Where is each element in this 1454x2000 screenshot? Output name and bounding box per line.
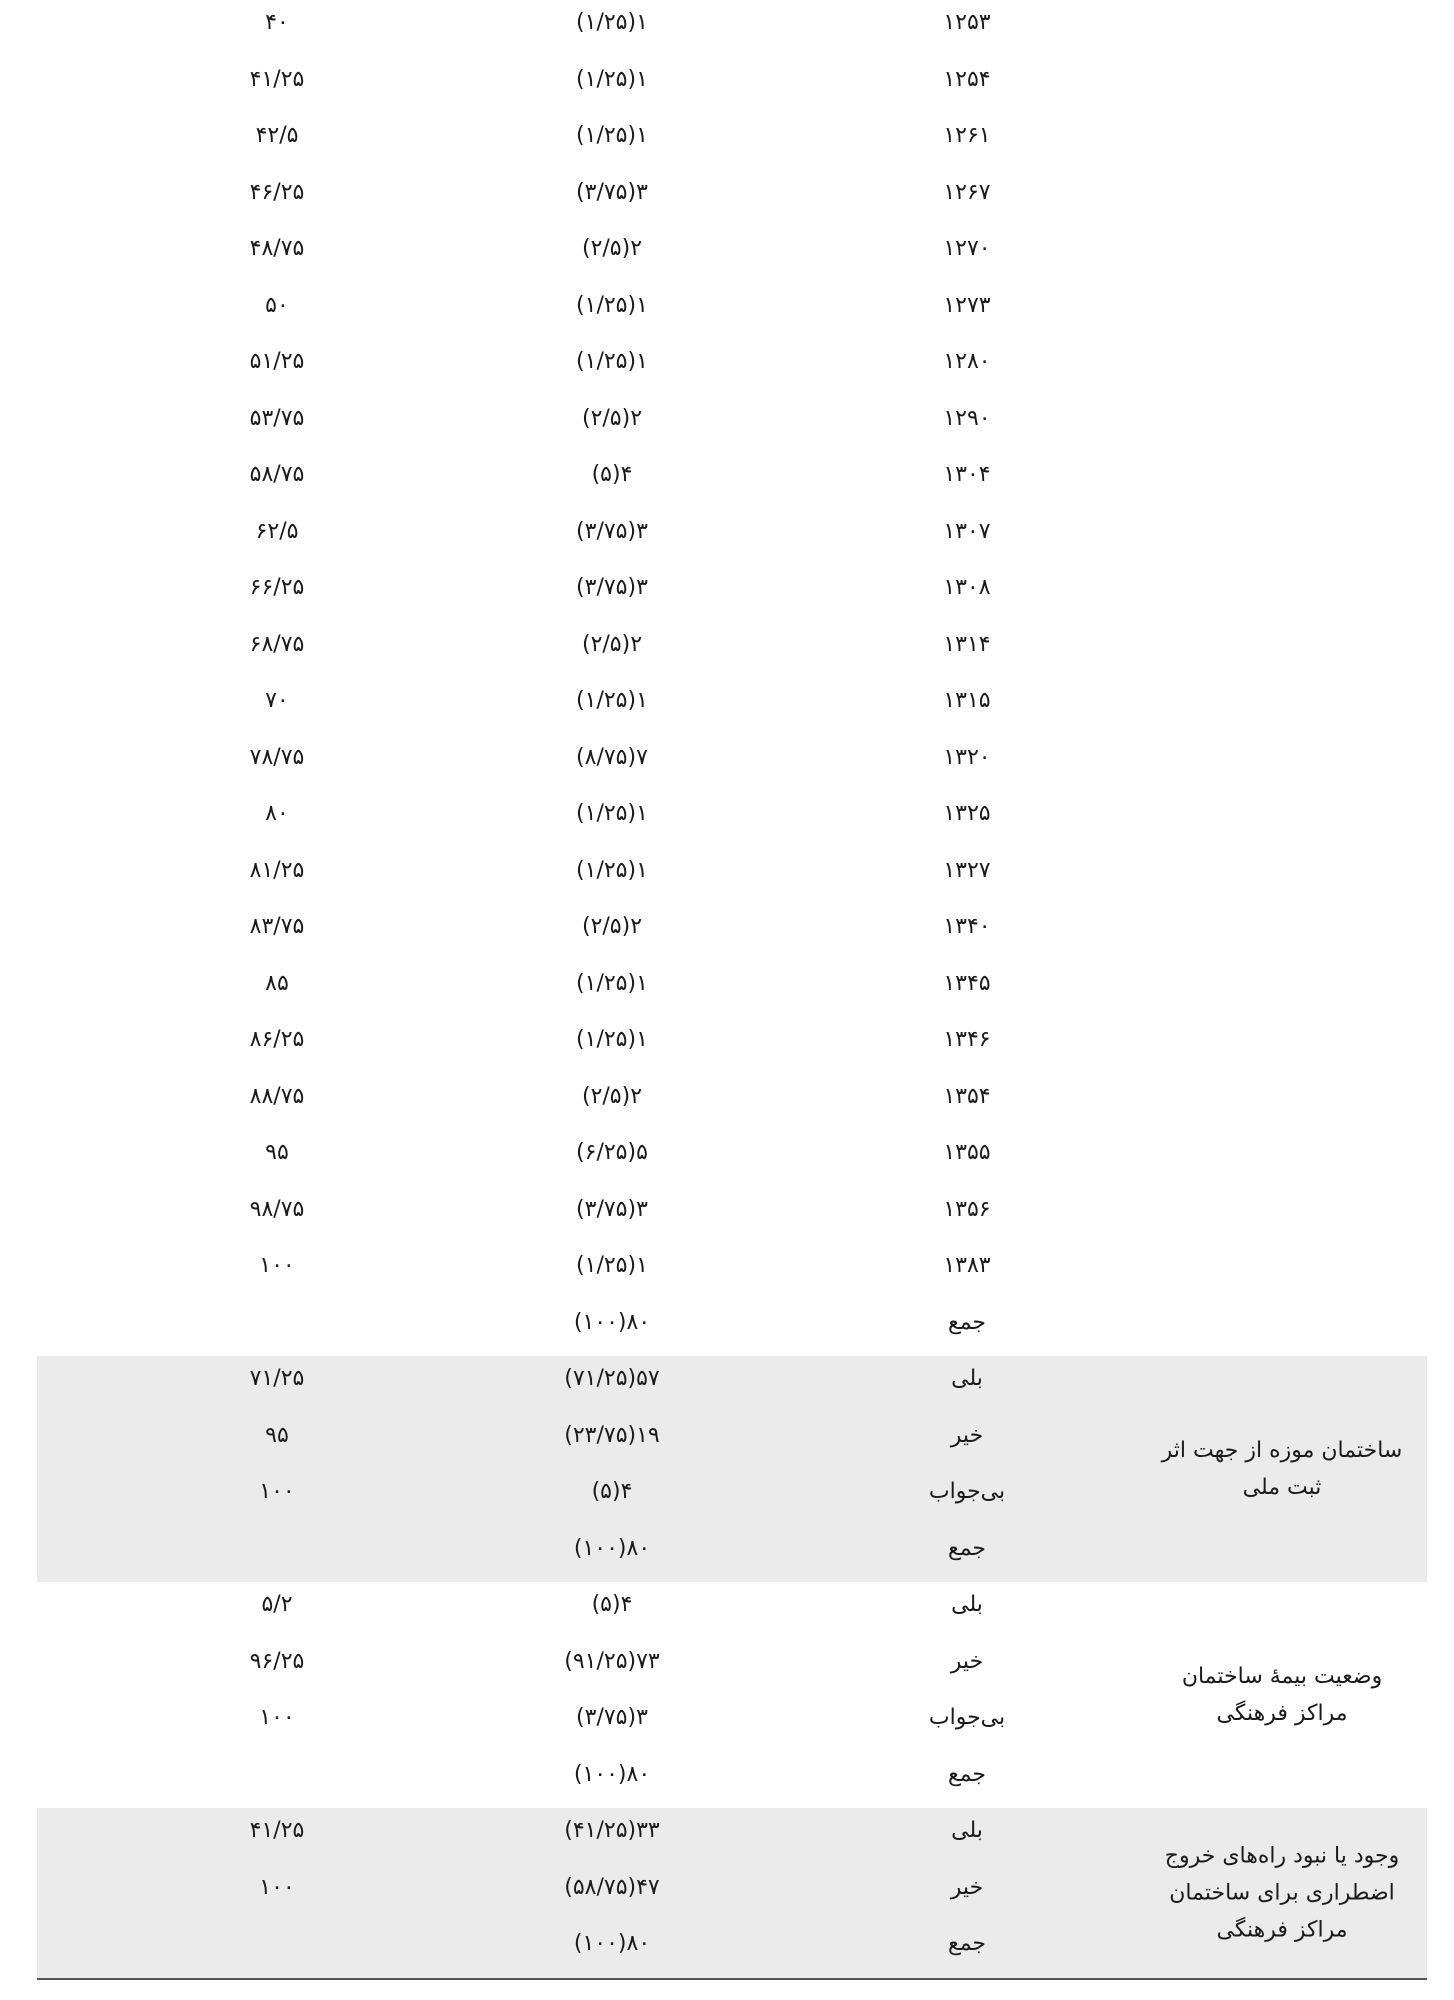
table-row xyxy=(37,113,1427,170)
table-row xyxy=(37,1752,1427,1809)
cumulative-percent-cell: ۸۱/۲۵ xyxy=(249,857,305,883)
frequency-cell: ۴(۵) xyxy=(591,462,633,487)
category-cell: ۱۳۸۳ xyxy=(943,1253,991,1278)
table-row xyxy=(37,1413,1427,1470)
category-cell: بلی xyxy=(951,1592,983,1617)
cumulative-percent-cell: ۸۵ xyxy=(265,970,289,996)
cumulative-percent-cell: ۸۳/۷۵ xyxy=(249,914,305,939)
frequency-cell: ۳(۳/۷۵) xyxy=(576,179,648,205)
table-row xyxy=(37,1017,1427,1074)
table-row xyxy=(37,283,1427,340)
category-cell: ۱۳۲۰ xyxy=(943,744,991,770)
table-section-construction-year xyxy=(37,0,1427,1356)
category-cell: جمع xyxy=(947,1309,987,1335)
frequency-cell: ۸۰(۱۰۰) xyxy=(573,1309,651,1335)
category-cell: ۱۳۲۷ xyxy=(943,857,991,883)
category-cell: بی‌جواب xyxy=(928,1479,1006,1504)
frequency-cell: ۴(۵) xyxy=(591,1592,633,1617)
category-cell: ۱۲۸۰ xyxy=(943,349,991,374)
category-cell: خیر xyxy=(950,1648,984,1674)
table-row xyxy=(37,0,1427,57)
category-cell: ۱۲۷۰ xyxy=(943,236,991,261)
table-section-national-registration xyxy=(37,1356,1427,1582)
table-row xyxy=(37,622,1427,679)
table-row xyxy=(37,509,1427,566)
frequency-cell: ۴۷(۵۸/۷۵) xyxy=(564,1874,660,1900)
table-bottom-rule xyxy=(37,1978,1427,1980)
category-cell: جمع xyxy=(947,1761,987,1787)
table-row xyxy=(37,904,1427,961)
frequency-cell: ۱(۱/۲۵) xyxy=(576,349,648,374)
cumulative-percent-cell: ۶۸/۷۵ xyxy=(249,631,305,657)
category-cell: ۱۳۴۰ xyxy=(943,914,991,939)
table-row xyxy=(37,1582,1427,1639)
category-cell: جمع xyxy=(947,1535,987,1561)
table-row xyxy=(37,452,1427,509)
frequency-cell: ۱(۱/۲۵) xyxy=(576,688,648,713)
frequency-cell: ۱(۱/۲۵) xyxy=(576,857,648,883)
cumulative-percent-cell: ۵۰ xyxy=(265,292,289,318)
cumulative-percent-cell xyxy=(177,1300,377,1357)
table-row xyxy=(37,678,1427,735)
category-cell: ۱۲۷۳ xyxy=(943,292,991,318)
frequency-cell: ۸۰(۱۰۰) xyxy=(573,1931,651,1956)
cumulative-percent-cell: ۴۸/۷۵ xyxy=(249,236,305,261)
cumulative-percent-cell: ۶۲/۵ xyxy=(255,518,299,544)
frequency-cell: ۳(۳/۷۵) xyxy=(576,1196,648,1222)
frequency-cell: ۳۳(۴۱/۲۵) xyxy=(564,1818,660,1843)
frequency-cell: ۱(۱/۲۵) xyxy=(576,66,648,92)
category-cell: ۱۳۲۵ xyxy=(943,801,991,826)
frequency-cell: ۲(۲/۵) xyxy=(581,631,643,657)
category-cell: بلی xyxy=(951,1366,983,1391)
table-row xyxy=(37,226,1427,283)
category-cell: ۱۳۴۶ xyxy=(943,1027,991,1052)
frequency-cell: ۳(۳/۷۵) xyxy=(576,518,648,544)
cumulative-percent-cell: ۵۳/۷۵ xyxy=(249,405,305,431)
frequency-cell: ۷(۸/۷۵) xyxy=(576,744,648,770)
frequency-cell: ۱(۱/۲۵) xyxy=(576,10,648,35)
cumulative-percent-cell: ۴۶/۲۵ xyxy=(249,179,305,205)
table-row xyxy=(37,1469,1427,1526)
category-cell: ۱۳۰۴ xyxy=(943,462,991,487)
cumulative-percent-cell: ۶۶/۲۵ xyxy=(249,575,305,600)
category-cell: بی‌جواب xyxy=(928,1705,1006,1730)
category-cell: ۱۳۱۵ xyxy=(943,688,991,713)
cumulative-percent-cell: ۵/۲ xyxy=(261,1592,293,1617)
category-cell: خیر xyxy=(950,1874,984,1900)
statistics-table xyxy=(37,0,1427,1978)
cumulative-percent-cell: ۷۸/۷۵ xyxy=(249,744,305,770)
cumulative-percent-cell: ۴۲/۵ xyxy=(255,123,299,148)
table-row xyxy=(37,170,1427,227)
frequency-cell: ۲(۲/۵) xyxy=(581,914,643,939)
table-row xyxy=(37,1130,1427,1187)
cumulative-percent-cell: ۴۰ xyxy=(265,10,289,35)
category-cell: خیر xyxy=(950,1422,984,1448)
category-cell: ۱۳۱۴ xyxy=(943,631,991,657)
category-cell: ۱۲۶۱ xyxy=(943,123,991,148)
table-row xyxy=(37,57,1427,114)
table-row xyxy=(37,1187,1427,1244)
frequency-cell: ۱۹(۲۳/۷۵) xyxy=(564,1422,660,1448)
table-row xyxy=(37,1526,1427,1583)
table-row xyxy=(37,1865,1427,1922)
cumulative-percent-cell xyxy=(177,1752,377,1809)
table-row xyxy=(37,1356,1427,1413)
frequency-cell: ۳(۳/۷۵) xyxy=(576,575,648,600)
table-row xyxy=(37,1300,1427,1357)
frequency-cell: ۱(۱/۲۵) xyxy=(576,1253,648,1278)
frequency-cell: ۵۷(۷۱/۲۵) xyxy=(564,1366,660,1391)
table-row xyxy=(37,791,1427,848)
category-cell: ۱۲۹۰ xyxy=(943,405,991,431)
table-row xyxy=(37,1808,1427,1865)
frequency-cell: ۱(۱/۲۵) xyxy=(576,292,648,318)
category-cell: بلی xyxy=(951,1818,983,1843)
table-row xyxy=(37,961,1427,1018)
row-group-label: وجود یا نبود راه‌های خروج اضطراری برای ساختمان مراکز فرهنگی xyxy=(1164,1843,1400,1943)
cumulative-percent-cell: ۱۰۰ xyxy=(259,1705,295,1730)
table-row xyxy=(37,339,1427,396)
cumulative-percent-cell: ۱۰۰ xyxy=(259,1874,295,1900)
row-group-label: وضعیت بیمهٔ ساختمان مراکز فرهنگی xyxy=(1181,1664,1383,1726)
table-section-insurance xyxy=(37,1582,1427,1808)
cumulative-percent-cell: ۹۸/۷۵ xyxy=(249,1196,305,1222)
frequency-cell: ۲(۲/۵) xyxy=(581,1083,643,1109)
category-cell: ۱۳۵۶ xyxy=(943,1196,991,1222)
frequency-cell: ۱(۱/۲۵) xyxy=(576,123,648,148)
row-group-label: ساختمان موزه از جهت اثر ثبت ملی xyxy=(1161,1438,1403,1500)
cumulative-percent-cell: ۸۰ xyxy=(265,801,289,826)
category-cell: ۱۳۵۴ xyxy=(943,1083,991,1109)
table-row xyxy=(37,1921,1427,1978)
cumulative-percent-cell: ۸۸/۷۵ xyxy=(249,1083,305,1109)
frequency-cell: ۵(۶/۲۵) xyxy=(576,1140,648,1165)
cumulative-percent-cell xyxy=(177,1526,377,1583)
cumulative-percent-cell: ۷۰ xyxy=(265,688,289,713)
cumulative-percent-cell: ۹۵ xyxy=(265,1422,289,1448)
frequency-cell: ۸۰(۱۰۰) xyxy=(573,1761,651,1787)
cumulative-percent-cell: ۱۰۰ xyxy=(259,1253,295,1278)
frequency-cell: ۱(۱/۲۵) xyxy=(576,970,648,996)
cumulative-percent-cell xyxy=(177,1921,377,1978)
category-cell: ۱۲۶۷ xyxy=(943,179,991,205)
table-row xyxy=(37,735,1427,792)
frequency-cell: ۱(۱/۲۵) xyxy=(576,1027,648,1052)
frequency-cell: ۴(۵) xyxy=(591,1479,633,1504)
cumulative-percent-cell: ۹۵ xyxy=(265,1140,289,1165)
table-row xyxy=(37,1243,1427,1300)
category-cell: جمع xyxy=(947,1931,987,1956)
cumulative-percent-cell: ۴۱/۲۵ xyxy=(249,1818,305,1843)
frequency-cell: ۲(۲/۵) xyxy=(581,236,643,261)
cumulative-percent-cell: ۵۱/۲۵ xyxy=(249,349,305,374)
category-cell: ۱۲۵۴ xyxy=(943,66,991,92)
category-cell: ۱۳۰۸ xyxy=(943,575,991,600)
cumulative-percent-cell: ۵۸/۷۵ xyxy=(249,462,305,487)
frequency-cell: ۳(۳/۷۵) xyxy=(576,1705,648,1730)
table-row xyxy=(37,1074,1427,1131)
category-cell: ۱۳۴۵ xyxy=(943,970,991,996)
table-row xyxy=(37,1639,1427,1696)
table-row xyxy=(37,1695,1427,1752)
cumulative-percent-cell: ۷۱/۲۵ xyxy=(249,1366,305,1391)
table-row xyxy=(37,396,1427,453)
frequency-cell: ۷۳(۹۱/۲۵) xyxy=(564,1648,660,1674)
table-row xyxy=(37,565,1427,622)
category-cell: ۱۳۰۷ xyxy=(943,518,991,544)
category-cell: ۱۲۵۳ xyxy=(943,10,991,35)
table-section-emergency-exit xyxy=(37,1808,1427,1978)
cumulative-percent-cell: ۸۶/۲۵ xyxy=(249,1027,305,1052)
cumulative-percent-cell: ۴۱/۲۵ xyxy=(249,66,305,92)
category-cell: ۱۳۵۵ xyxy=(943,1140,991,1165)
table-row xyxy=(37,848,1427,905)
frequency-cell: ۱(۱/۲۵) xyxy=(576,801,648,826)
frequency-cell: ۲(۲/۵) xyxy=(581,405,643,431)
cumulative-percent-cell: ۱۰۰ xyxy=(259,1479,295,1504)
frequency-cell: ۸۰(۱۰۰) xyxy=(573,1535,651,1561)
cumulative-percent-cell: ۹۶/۲۵ xyxy=(249,1648,305,1674)
